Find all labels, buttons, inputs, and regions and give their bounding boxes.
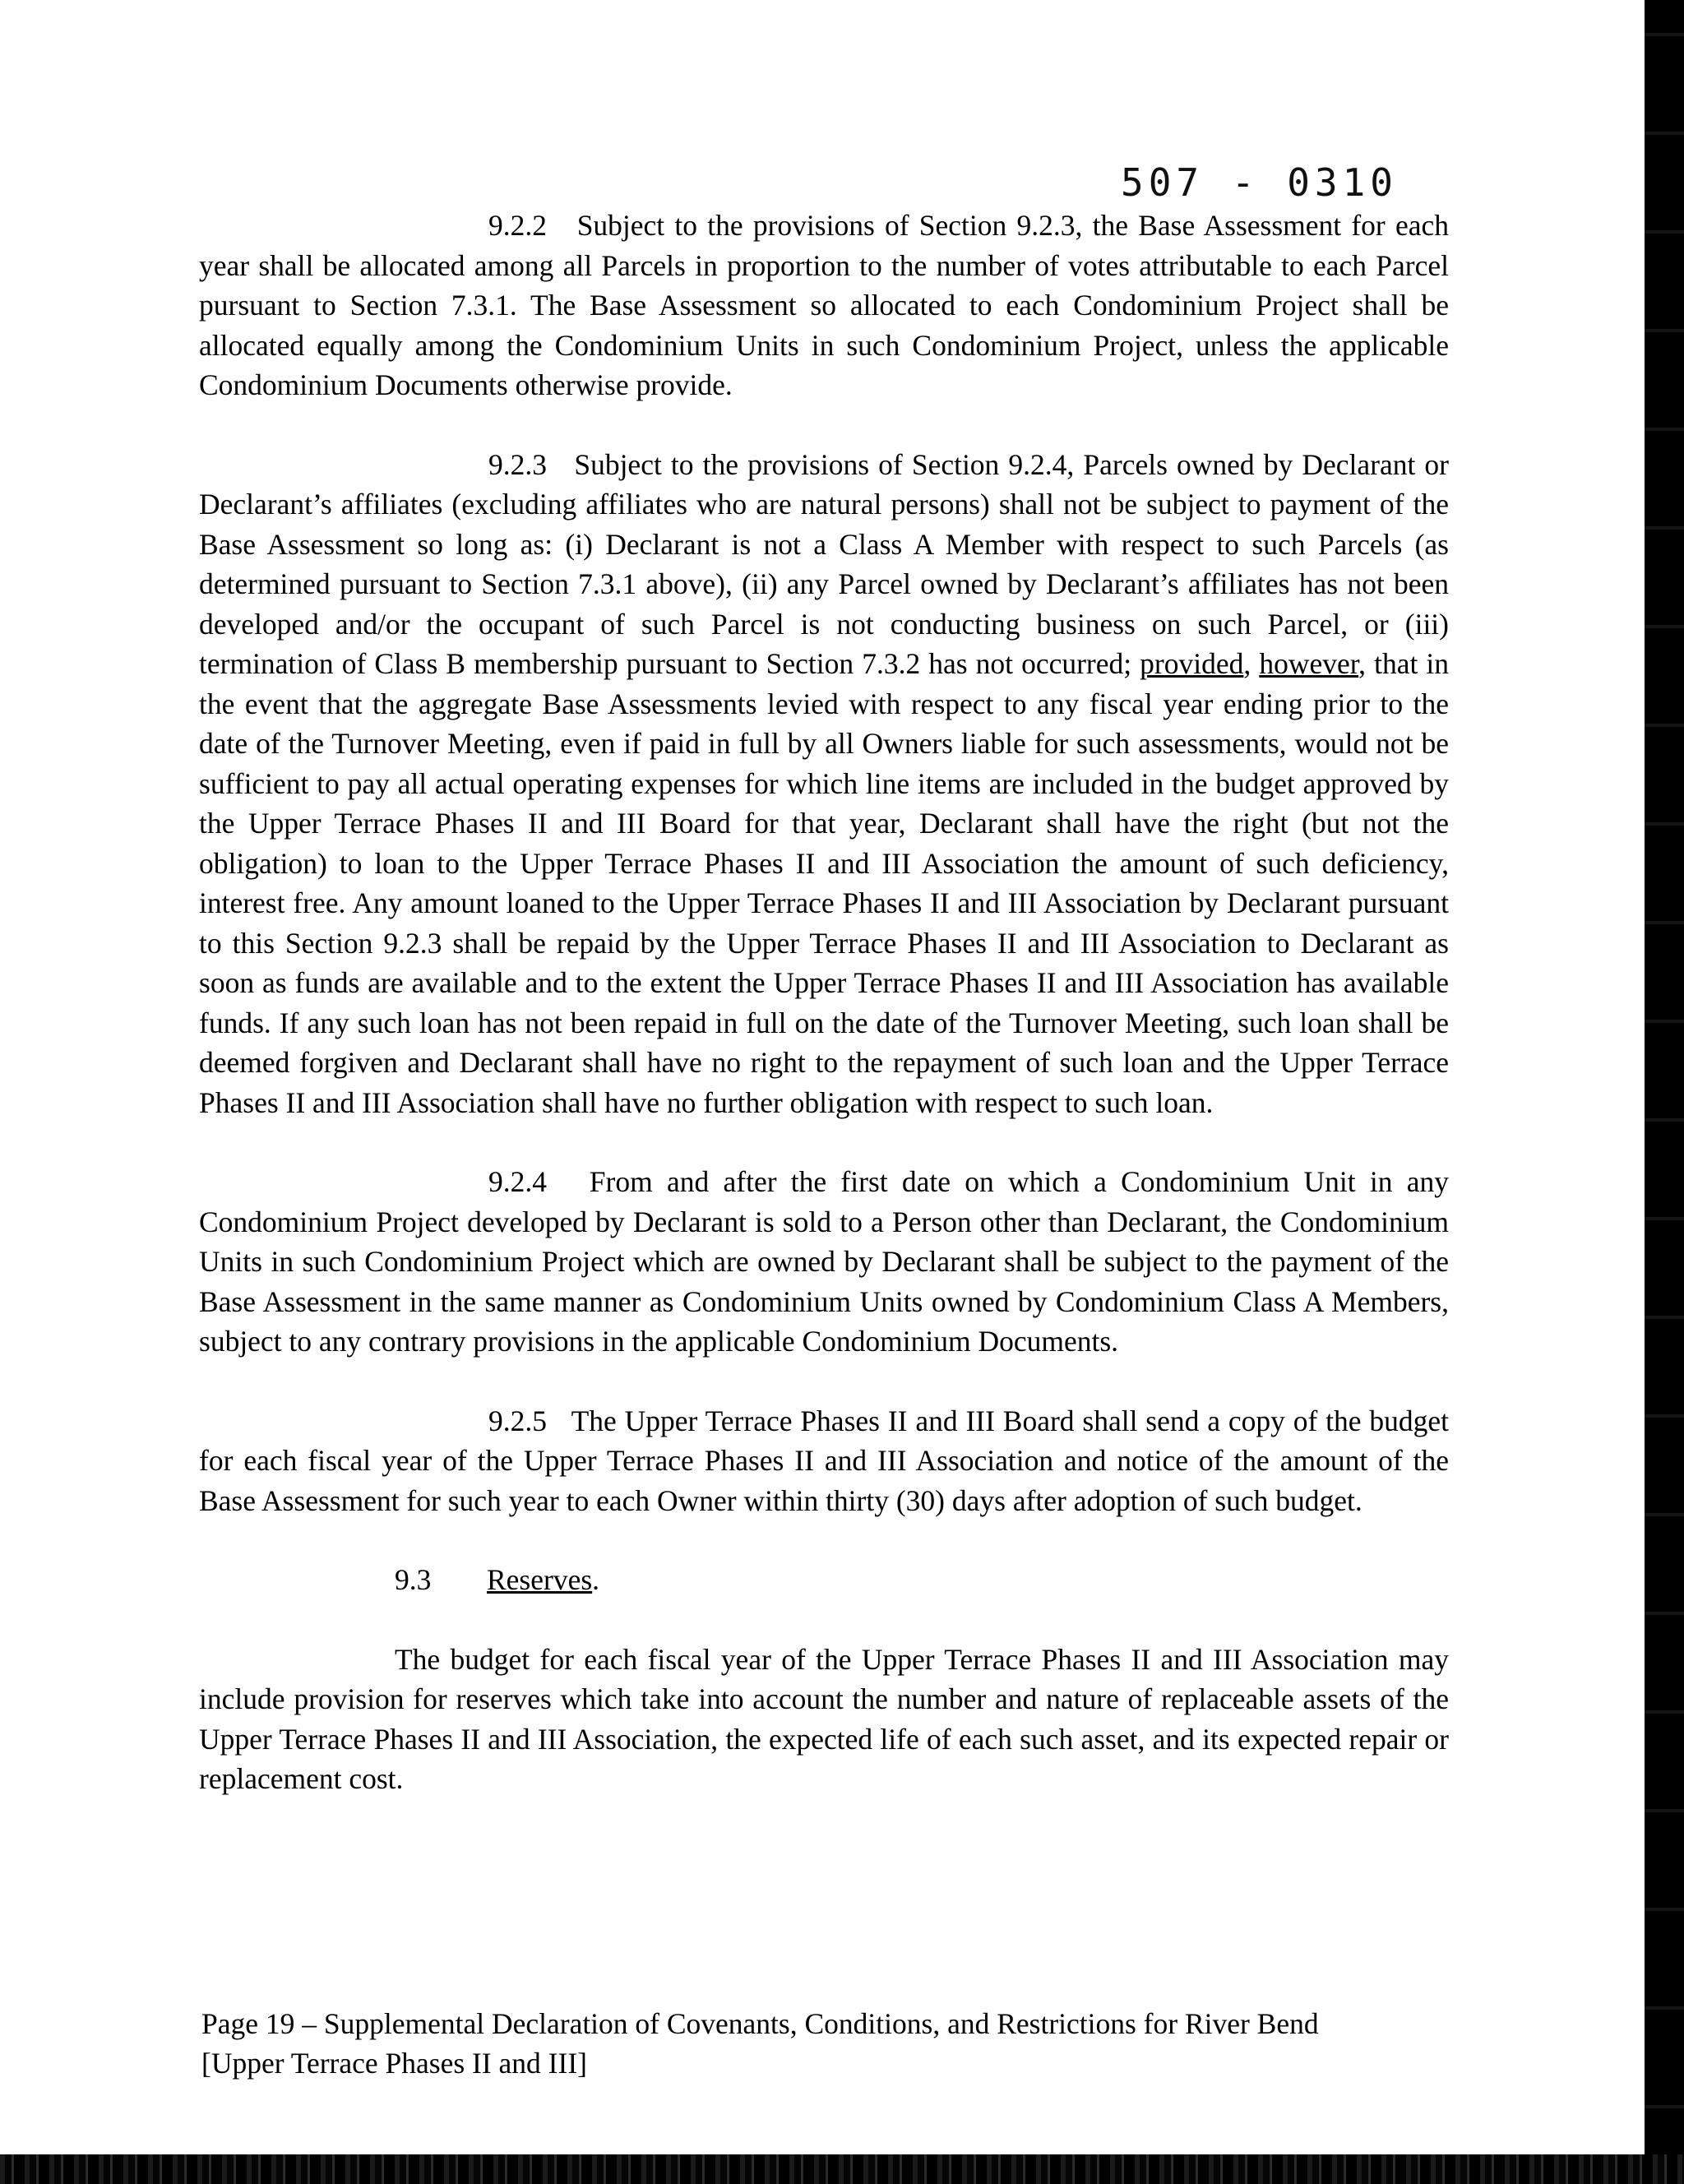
section-number: 9.2.5 xyxy=(488,1404,547,1437)
paragraph-text: From and after the first date on which a Condominium Unit in any Condominium Project developed by Declarant is sold to a Person other than Declarant, the Condominium Units in such Condominium Project which are owned by Declarant shall be subject to the payment of the Base Assessment in the same manner as Condominium Units owned by Condominium Class A Members, subject to any contrary provisions in the applicable Condominium Documents. xyxy=(199,1165,1449,1358)
paragraph-9-2-5 xyxy=(199,1401,1449,1521)
paragraph-text: The Upper Terrace Phases II and III Board shall send a copy of the budget for each fiscal year of the Upper Terrace Phases II and III Association and notice of the amount of the Base Assessment for such year to each Owner within thirty (30) days after adoption of such budget. xyxy=(199,1404,1449,1517)
paragraph-text: Subject to the provisions of Section 9.2.3, the Base Assessment for each year shall be allocated among all Parcels in proportion to the number of votes attributable to each Parcel pursuant to Section 7.3.1. The Base Assessment so allocated to each Condominium Project shall be allocated equally among the Condominium Units in such Condominium Project, unless the applicable Condominium Documents otherwise provide. xyxy=(199,209,1449,401)
document-body xyxy=(199,206,1449,1839)
paragraph-9-2-3 xyxy=(199,445,1449,1123)
underlined-term: however xyxy=(1259,647,1359,680)
paragraph-9-2-4 xyxy=(199,1162,1449,1362)
paragraph-9-2-2 xyxy=(199,206,1449,405)
scan-border-bottom xyxy=(0,2154,1684,2184)
section-number: 9.2.4 xyxy=(488,1165,547,1198)
section-number: 9.3 xyxy=(395,1563,432,1596)
separator: , xyxy=(1243,647,1260,680)
paragraph-text: Subject to the provisions of Section 9.2.4, Parcels owned by Declarant or Declarant’s affiliates (excluding affiliates who are natural persons) shall not be subject to payment of the Base Assessment so long as: (i) Declarant is not a Class A Member with respect to such Parcels (as determined pursuant to Section 7.3.1 above), (ii) any Parcel owned by Declarant’s affiliates has not been developed and/or the occupant of such Parcel is not conducting business on such Parcel, or (iii) termination of Class B membership pursuant to Section 7.3.2 has not occurred; xyxy=(199,447,1450,680)
page-footer xyxy=(201,2004,1484,2083)
recording-stamp: 507 - 0310 xyxy=(1121,160,1398,205)
paragraph-reserves xyxy=(199,1640,1449,1799)
section-number: 9.2.2 xyxy=(488,209,547,242)
section-heading-9-3 xyxy=(395,1560,1449,1600)
scan-border-right xyxy=(1645,0,1684,2154)
footer-line: [Upper Terrace Phases II and III] xyxy=(201,2047,587,2080)
section-title: Reserves xyxy=(487,1563,593,1596)
underlined-term: provided xyxy=(1140,647,1244,680)
title-period: . xyxy=(592,1563,600,1596)
paragraph-text: The budget for each fiscal year of the Upper Terrace Phases II and III Association may include provision for reserves which take into account the number and nature of replaceable assets of the Upper Terrace Phases II and III Association, the expected life of each such asset, and its expected repair or replacement cost. xyxy=(199,1642,1449,1795)
paragraph-text: , that in the event that the aggregate Base Assessments levied with respect to any fiscal year ending prior to the date of the Turnover Meeting, even if paid in full by all Owners liable for such assessments, would not be sufficient to pay all actual operating expenses for which line items are included in the budget approved by the Upper Terrace Phases II and III Board for that year, Declarant shall have the right (but not the obligation) to loan to the Upper Terrace Phases II and III Association the amount of such deficiency, interest free. Any amount loaned to the Upper Terrace Phases II and III Association by Declarant pursuant to this Section 9.2.3 shall be repaid by the Upper Terrace Phases II and III Association to Declarant as soon as funds are available and to the extent the Upper Terrace Phases II and III Association has available funds. If any such loan has not been repaid in full on the date of the Turnover Meeting, such loan shall be deemed forgiven and Declarant shall have no right to the repayment of such loan and the Upper Terrace Phases II and III Association shall have no further obligation with respect to such loan. xyxy=(199,647,1449,1119)
section-number: 9.2.3 xyxy=(488,447,547,481)
footer-line: Page 19 – Supplemental Declaration of Covenants, Conditions, and Restrictions for River Bend xyxy=(201,2007,1319,2040)
